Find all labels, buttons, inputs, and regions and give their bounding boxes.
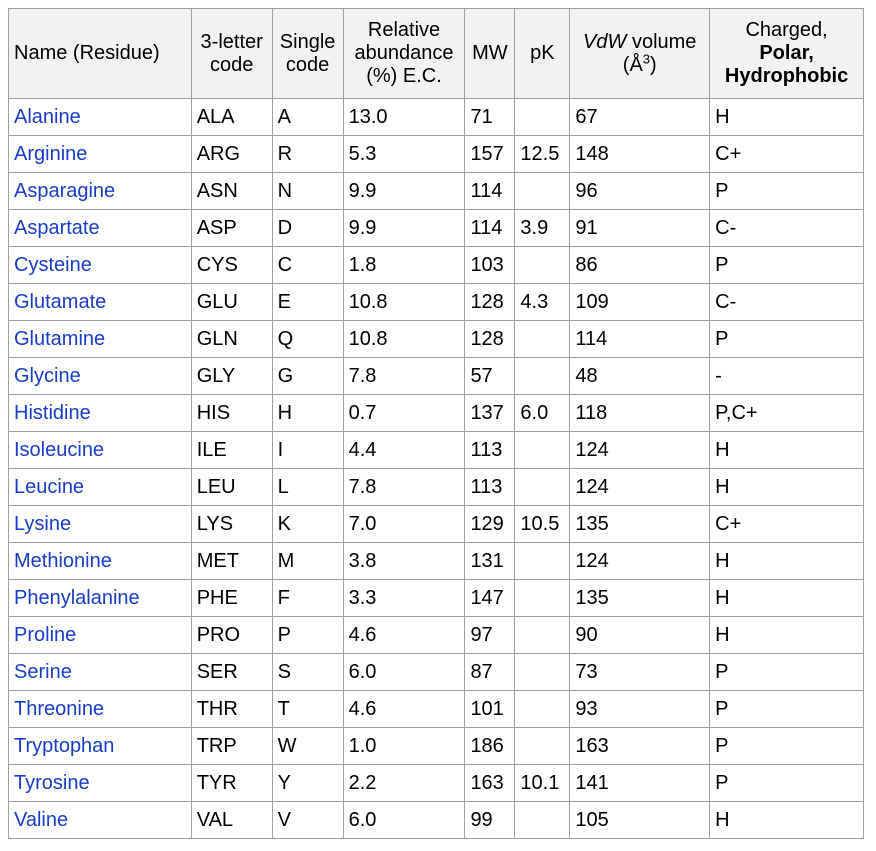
cell-name [9,395,192,432]
header-single-code [272,9,343,99]
cell-pk [515,691,570,728]
cell-mw: 97 [465,617,515,654]
table-row [9,654,864,691]
cell-name [9,358,192,395]
cell-class: - [710,358,864,395]
cell-pk [515,321,570,358]
cell-pk: 3.9 [515,210,570,247]
table-row [9,99,864,136]
amino-acid-link[interactable]: Proline [14,623,77,646]
table-row [9,358,864,395]
header-abundance-line3: (%) E.C. [366,65,442,87]
table-row [9,765,864,802]
cell-class: C- [710,284,864,321]
cell-name [9,469,192,506]
amino-acid-link[interactable]: Aspartate [14,216,100,239]
cell-name [9,136,192,173]
cell-class: P [710,321,864,358]
cell-code1: D [272,210,343,247]
cell-pk: 6.0 [515,395,570,432]
cell-code1: V [272,802,343,839]
table-row [9,210,864,247]
amino-acid-link[interactable]: Serine [14,660,72,683]
table-row [9,432,864,469]
cell-code1: T [272,691,343,728]
cell-mw: 128 [465,284,515,321]
cell-code3: PRO [191,617,272,654]
cell-class: P [710,691,864,728]
amino-acid-link[interactable]: Cysteine [14,253,92,276]
cell-code3: LEU [191,469,272,506]
cell-code1: P [272,617,343,654]
cell-code3: ARG [191,136,272,173]
cell-abundance: 4.6 [343,691,465,728]
amino-acid-link[interactable]: Glutamine [14,327,106,350]
cell-vdw: 118 [570,395,710,432]
cell-code1: S [272,654,343,691]
cell-code3: TYR [191,765,272,802]
cell-vdw: 124 [570,432,710,469]
table-row [9,691,864,728]
cell-vdw: 86 [570,247,710,284]
header-3-letter-code-line2: code [209,53,254,76]
cell-pk: 10.5 [515,506,570,543]
cell-abundance: 3.8 [343,543,465,580]
cell-code1: Q [272,321,343,358]
header-abundance-line2: abundance [354,42,454,64]
cell-name [9,321,192,358]
cell-mw: 113 [465,469,515,506]
cell-name [9,654,192,691]
cell-name [9,247,192,284]
cell-code1: K [272,506,343,543]
cell-pk [515,469,570,506]
table-row [9,284,864,321]
amino-acid-link[interactable]: Tyrosine [14,771,90,794]
cell-abundance: 7.8 [343,469,465,506]
table-row [9,395,864,432]
cell-code3: ILE [191,432,272,469]
cell-pk [515,99,570,136]
cell-vdw: 124 [570,469,710,506]
cell-vdw: 135 [570,580,710,617]
cell-abundance: 4.4 [343,432,465,469]
cell-class: P [710,654,864,691]
cell-vdw: 73 [570,654,710,691]
cell-vdw: 91 [570,210,710,247]
cell-mw: 103 [465,247,515,284]
cell-code3: VAL [191,802,272,839]
cell-mw: 157 [465,136,515,173]
cell-pk [515,173,570,210]
cell-abundance: 9.9 [343,210,465,247]
cell-abundance: 1.0 [343,728,465,765]
cell-abundance: 2.2 [343,765,465,802]
cell-abundance: 10.8 [343,284,465,321]
cell-vdw: 90 [570,617,710,654]
cell-name [9,284,192,321]
cell-class: C- [710,210,864,247]
cell-abundance: 10.8 [343,321,465,358]
cell-name [9,99,192,136]
cell-name [9,617,192,654]
header-vdw-unit-open: (Å [622,53,643,76]
cell-code3: HIS [191,395,272,432]
cell-vdw: 105 [570,802,710,839]
cell-class: H [710,617,864,654]
cell-pk [515,654,570,691]
header-single-code-line1: Single [279,30,336,53]
header-charge-class [710,9,864,99]
cell-vdw: 93 [570,691,710,728]
table-row [9,136,864,173]
cell-vdw: 135 [570,506,710,543]
table-row [9,247,864,284]
cell-code3: GLU [191,284,272,321]
cell-mw: 186 [465,728,515,765]
header-vdw-volume [570,9,710,99]
header-pk: pK [515,9,570,99]
cell-mw: 57 [465,358,515,395]
cell-code3: CYS [191,247,272,284]
cell-code3: GLN [191,321,272,358]
cell-code3: LYS [191,506,272,543]
cell-name [9,691,192,728]
header-class-line2: Polar, [759,42,814,64]
cell-pk: 12.5 [515,136,570,173]
cell-name [9,580,192,617]
cell-name [9,765,192,802]
header-vdw-rest: volume [626,30,697,53]
amino-acid-link[interactable]: Valine [14,808,69,831]
cell-name [9,543,192,580]
cell-pk [515,358,570,395]
cell-pk: 10.1 [515,765,570,802]
cell-class: H [710,580,864,617]
amino-acid-link[interactable]: Phenylalanine [14,586,140,609]
cell-mw: 131 [465,543,515,580]
cell-pk [515,543,570,580]
cell-vdw: 163 [570,728,710,765]
cell-mw: 129 [465,506,515,543]
table-row [9,728,864,765]
table-row [9,617,864,654]
cell-vdw: 141 [570,765,710,802]
cell-pk [515,432,570,469]
cell-class: H [710,469,864,506]
cell-vdw: 148 [570,136,710,173]
cell-mw: 101 [465,691,515,728]
cell-abundance: 3.3 [343,580,465,617]
header-3-letter-code [191,9,272,99]
cell-code3: THR [191,691,272,728]
cell-abundance: 4.6 [343,617,465,654]
amino-acid-link[interactable]: Alanine [14,105,81,128]
table-row [9,506,864,543]
amino-acid-link[interactable]: Tryptophan [14,734,115,757]
cell-class: P [710,728,864,765]
cell-class: H [710,543,864,580]
amino-acid-link[interactable]: Glycine [14,364,81,387]
cell-code3: SER [191,654,272,691]
cell-vdw: 109 [570,284,710,321]
cell-mw: 114 [465,173,515,210]
cell-abundance: 13.0 [343,99,465,136]
header-vdw-unit-close: ) [650,53,657,76]
cell-pk: 4.3 [515,284,570,321]
cell-code3: MET [191,543,272,580]
cell-abundance: 6.0 [343,654,465,691]
cell-mw: 71 [465,99,515,136]
amino-acid-link[interactable]: Isoleucine [14,438,105,461]
amino-acid-link[interactable]: Leucine [14,475,85,498]
cell-class: H [710,802,864,839]
cell-pk [515,580,570,617]
cell-code3: GLY [191,358,272,395]
cell-pk [515,617,570,654]
cell-code1: E [272,284,343,321]
cell-pk [515,802,570,839]
cell-code3: PHE [191,580,272,617]
cell-class: P [710,765,864,802]
cell-class: P [710,247,864,284]
table-row [9,802,864,839]
amino-acid-link[interactable]: Arginine [14,142,88,165]
table-body [9,99,864,839]
cell-vdw: 96 [570,173,710,210]
amino-acid-link[interactable]: Histidine [14,401,91,424]
header-abundance-line1: Relative [367,19,441,41]
cell-class: C+ [710,506,864,543]
cell-vdw: 124 [570,543,710,580]
cell-pk [515,247,570,284]
table-row [9,543,864,580]
cell-code1: R [272,136,343,173]
cell-code1: L [272,469,343,506]
cell-code1: W [272,728,343,765]
cell-name [9,728,192,765]
header-vdw-unit-sup: 3 [642,50,651,66]
cell-code1: Y [272,765,343,802]
header-mw: MW [465,9,515,99]
cell-code3: ALA [191,99,272,136]
cell-vdw: 48 [570,358,710,395]
cell-abundance: 0.7 [343,395,465,432]
table-row [9,321,864,358]
header-row [9,9,864,99]
header-class-line1: Charged, [745,19,828,41]
header-name: Name (Residue) [9,9,192,99]
cell-class: H [710,99,864,136]
cell-code1: I [272,432,343,469]
cell-class: H [710,432,864,469]
cell-pk [515,728,570,765]
header-class-line3: Hydrophobic [724,65,849,87]
table-header [9,9,864,99]
cell-class: C+ [710,136,864,173]
cell-class: P,C+ [710,395,864,432]
cell-abundance: 7.0 [343,506,465,543]
cell-abundance: 7.8 [343,358,465,395]
cell-mw: 147 [465,580,515,617]
cell-class: P [710,173,864,210]
cell-name [9,210,192,247]
cell-name [9,506,192,543]
cell-mw: 87 [465,654,515,691]
amino-acid-link[interactable]: Lysine [14,512,72,535]
cell-vdw: 67 [570,99,710,136]
cell-name [9,802,192,839]
table-row [9,469,864,506]
cell-code3: ASN [191,173,272,210]
cell-mw: 99 [465,802,515,839]
cell-code1: G [272,358,343,395]
cell-vdw: 114 [570,321,710,358]
amino-acid-link[interactable]: Asparagine [14,179,116,202]
cell-name [9,173,192,210]
header-3-letter-code-line1: 3-letter [200,30,263,53]
amino-acid-link[interactable]: Threonine [14,697,105,720]
header-single-code-line2: code [285,53,330,76]
cell-abundance: 6.0 [343,802,465,839]
cell-abundance: 1.8 [343,247,465,284]
amino-acid-link[interactable]: Glutamate [14,290,107,313]
table-row [9,580,864,617]
cell-abundance: 5.3 [343,136,465,173]
cell-code3: ASP [191,210,272,247]
cell-name [9,432,192,469]
cell-mw: 128 [465,321,515,358]
cell-mw: 163 [465,765,515,802]
cell-mw: 114 [465,210,515,247]
cell-abundance: 9.9 [343,173,465,210]
header-relative-abundance [343,9,465,99]
header-vdw-italic: VdW [583,30,627,53]
cell-mw: 113 [465,432,515,469]
table-row [9,173,864,210]
cell-code3: TRP [191,728,272,765]
cell-code1: M [272,543,343,580]
amino-acid-table [8,8,864,839]
cell-code1: A [272,99,343,136]
cell-code1: C [272,247,343,284]
cell-code1: H [272,395,343,432]
cell-mw: 137 [465,395,515,432]
cell-code1: F [272,580,343,617]
amino-acid-link[interactable]: Methionine [14,549,112,572]
cell-code1: N [272,173,343,210]
